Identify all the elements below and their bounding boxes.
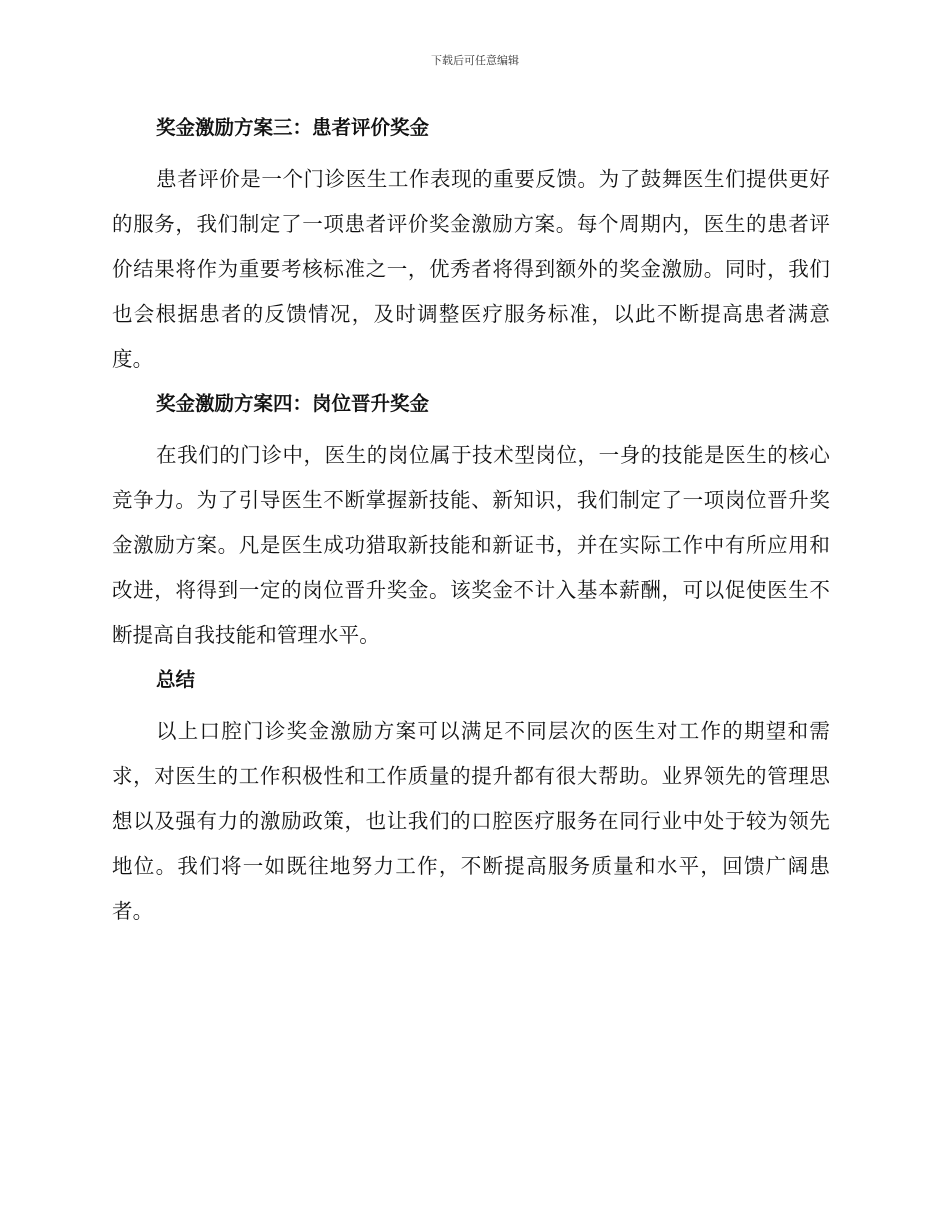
section-heading-summary: 总结 [156, 668, 196, 691]
section-paragraph-summary: 以上口腔门诊奖金激励方案可以满足不同层次的医生对工作的期望和需求，对医生的工作积极性和工作质量的提升都有很大帮助。业界领先的管理思想以及强有力的激励政策，也让我们的口腔医疗服务在同行业中处于较为领先地位。我们将一如既往地努力工作，不断提高服务质量和水平，回馈广阔患者。 [112, 719, 830, 923]
section-paragraph-promotion-bonus: 在我们的门诊中，医生的岗位属于技术型岗位，一身的技能是医生的核心竞争力。为了引导医生不断掌握新技能、新知识，我们制定了一项岗位晋升奖金激励方案。凡是医生成功猎取新技能和新证书，并在实际工作中有所应用和改进，将得到一定的岗位晋升奖金。该奖金不计入基本薪酬，可以促使医生不断提高自我技能和管理水平。 [112, 443, 830, 647]
section-paragraph-patient-review-bonus: 患者评价是一个门诊医生工作表现的重要反馈。为了鼓舞医生们提供更好的服务，我们制定了一项患者评价奖金激励方案。每个周期内，医生的患者评价结果将作为重要考核标准之一，优秀者将得到额外的奖金激励。同时，我们也会根据患者的反馈情况，及时调整医疗服务标准，以此不断提高患者满意度。 [112, 167, 830, 371]
page-header-note: 下载后可任意编辑 [431, 54, 519, 67]
section-heading-patient-review-bonus: 奖金激励方案三：患者评价奖金 [156, 116, 430, 139]
section-heading-promotion-bonus: 奖金激励方案四：岗位晋升奖金 [156, 392, 430, 415]
document-body [112, 112, 830, 934]
